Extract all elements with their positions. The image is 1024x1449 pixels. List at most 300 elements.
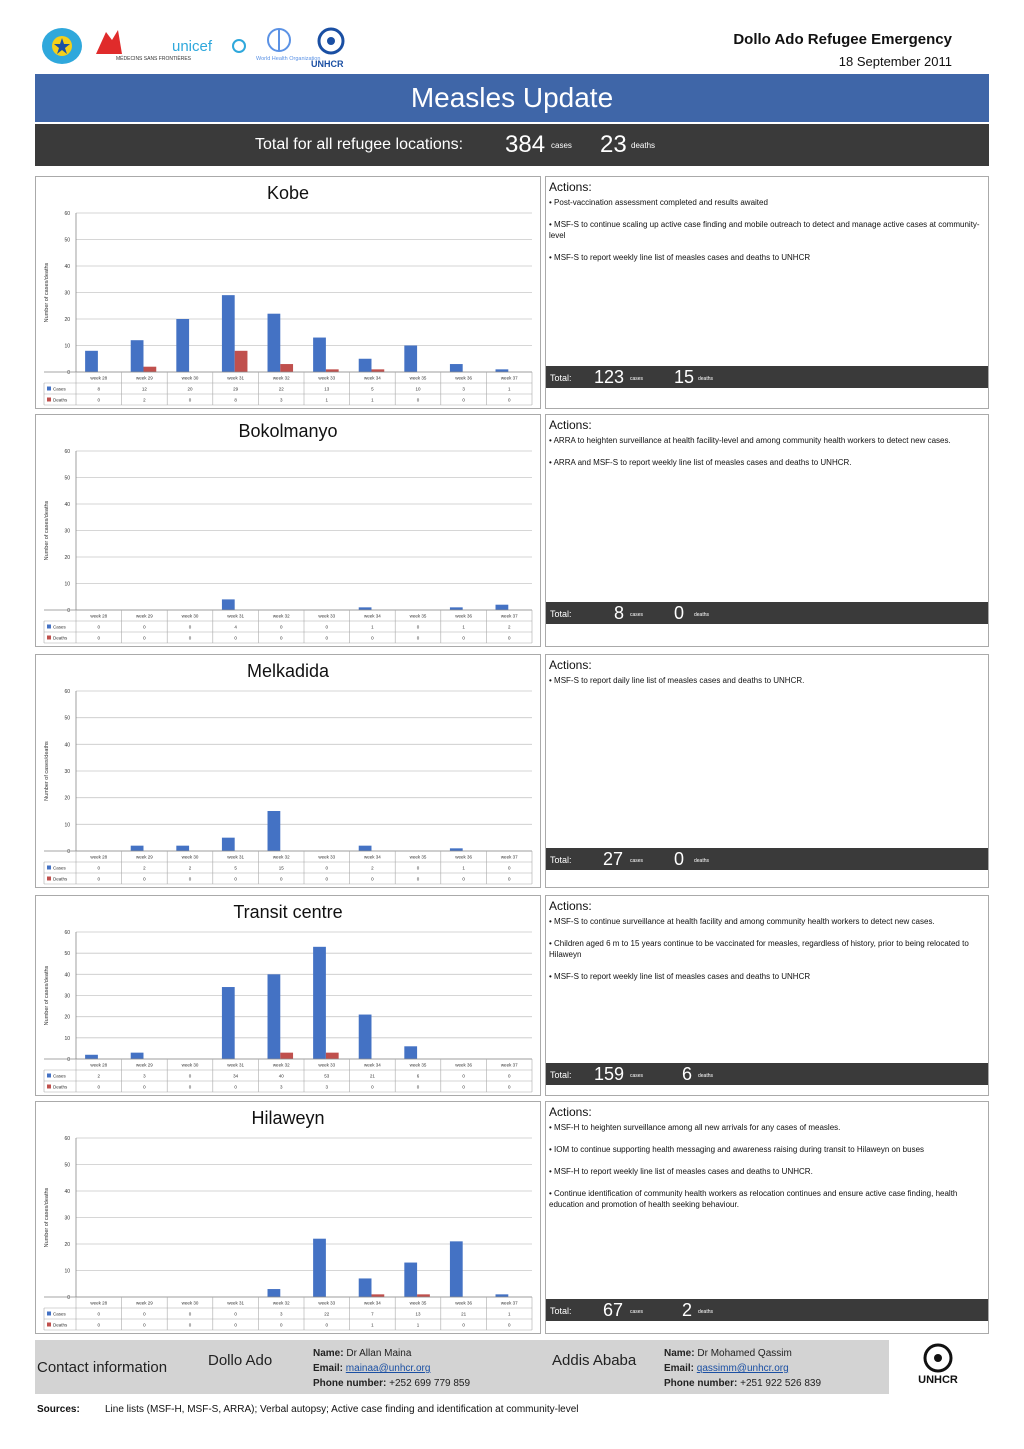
actions-panel-transit-centre xyxy=(545,895,989,1096)
total-deaths-label: deaths xyxy=(698,1073,714,1079)
y-tick-label: 10 xyxy=(64,822,70,829)
legend-label: Cases xyxy=(53,1311,66,1317)
x-tick-label: week 36 xyxy=(455,854,472,860)
legend-label: Deaths xyxy=(53,397,68,403)
y-tick-label: 10 xyxy=(64,581,70,588)
total-deaths-label: deaths xyxy=(694,858,710,864)
y-tick-label: 50 xyxy=(64,237,70,244)
bar-deaths xyxy=(280,364,293,372)
y-tick-label: 60 xyxy=(64,1136,70,1142)
data-label: 13 xyxy=(415,1311,421,1317)
y-axis-label: Number of cases/deaths xyxy=(44,262,50,323)
bar-deaths xyxy=(143,367,156,372)
y-tick-label: 20 xyxy=(64,1014,70,1021)
data-label: 0 xyxy=(97,1311,101,1317)
data-label: 1 xyxy=(462,624,465,630)
y-tick-label: 20 xyxy=(64,555,70,561)
data-label: 1 xyxy=(462,865,465,871)
data-label: 0 xyxy=(188,635,192,641)
report-title: Dollo Ado Refugee Emergency xyxy=(733,31,952,48)
unicef-logo-text: unicef xyxy=(172,38,213,55)
y-tick-label: 0 xyxy=(67,1057,70,1063)
y-tick-label: 40 xyxy=(64,972,70,979)
office-contact-details xyxy=(313,1346,470,1391)
data-label: 0 xyxy=(416,876,420,882)
data-label: 1 xyxy=(507,1311,511,1317)
x-tick-label: week 35 xyxy=(409,613,427,619)
chart-title: Bokolmanyo xyxy=(238,421,338,441)
y-axis-label: Number of cases/deaths xyxy=(44,1187,50,1248)
total-cases-label: cases xyxy=(630,612,644,618)
total-deaths-label: deaths xyxy=(698,376,714,382)
data-label: 5 xyxy=(371,386,374,392)
data-label: 1 xyxy=(416,1322,420,1328)
total-cases: 27 xyxy=(603,849,624,869)
partner-logos xyxy=(40,26,360,70)
total-label: Total: xyxy=(550,609,572,619)
total-deaths: 6 xyxy=(682,1064,693,1084)
x-tick-label: week 37 xyxy=(500,375,518,381)
who-logo-text: World Health Organization xyxy=(256,56,321,62)
y-tick-label: 0 xyxy=(67,370,70,376)
data-label: 0 xyxy=(325,876,329,882)
contact-name: Dr Mohamed Qassim xyxy=(697,1348,792,1359)
data-label: 10 xyxy=(415,386,421,392)
email-label: Email: xyxy=(313,1363,344,1374)
bar-cases xyxy=(222,599,235,610)
data-label: 3 xyxy=(279,397,283,403)
bar-cases xyxy=(131,846,144,851)
bar-cases xyxy=(222,295,235,372)
ethiopia-arra-logo xyxy=(40,26,84,66)
data-label: 15 xyxy=(278,865,284,871)
y-tick-label: 0 xyxy=(67,1295,70,1301)
data-label: 0 xyxy=(188,876,192,882)
actions-panel-kobe xyxy=(545,176,989,409)
unhcr-footer-logo xyxy=(908,1340,968,1396)
unhcr-header-logo xyxy=(308,26,354,70)
data-label: 0 xyxy=(143,876,146,882)
y-axis-label: Number of cases/deaths xyxy=(44,965,50,1026)
legend-swatch xyxy=(47,625,51,629)
bar-chart-hilaweyn xyxy=(36,1102,542,1335)
data-label: 0 xyxy=(462,1084,465,1090)
action-item: • MSF-S to report weekly line list of measles cases and deaths to UNHCR xyxy=(549,252,980,263)
location-total-bar xyxy=(546,1063,988,1085)
total-deaths-label: deaths xyxy=(698,1309,714,1315)
y-tick-label: 60 xyxy=(64,211,70,217)
actions-heading: Actions: xyxy=(549,1105,592,1119)
bar-cases xyxy=(313,338,326,372)
legend-label: Cases xyxy=(53,865,66,871)
unhcr-footer-logo-text: UNHCR xyxy=(918,1374,958,1386)
data-label: 3 xyxy=(325,1084,329,1090)
bar-cases xyxy=(85,351,98,372)
y-tick-label: 50 xyxy=(64,1162,70,1169)
data-label: 0 xyxy=(143,1322,146,1328)
page-title-banner: Measles Update xyxy=(35,74,989,122)
y-tick-label: 50 xyxy=(64,715,70,722)
data-label: 12 xyxy=(141,386,147,392)
bar-cases xyxy=(176,319,189,372)
x-tick-label: week 37 xyxy=(500,613,518,619)
data-label: 2 xyxy=(143,397,146,403)
legend-swatch xyxy=(47,866,51,870)
sources-label: Sources: xyxy=(37,1404,80,1415)
data-label: 40 xyxy=(278,1073,284,1079)
x-tick-label: week 33 xyxy=(318,854,336,860)
data-label: 1 xyxy=(371,624,374,630)
phone-label: Phone number: xyxy=(664,1378,738,1389)
bar-cases xyxy=(359,359,372,372)
x-tick-label: week 33 xyxy=(318,375,336,381)
chart-panel-bokolmanyo xyxy=(35,414,541,647)
x-tick-label: week 35 xyxy=(409,1300,427,1306)
data-label: 2 xyxy=(371,865,374,871)
x-tick-label: week 31 xyxy=(227,1300,244,1306)
x-tick-label: week 32 xyxy=(272,1062,290,1068)
data-label: 21 xyxy=(369,1073,375,1079)
bar-cases xyxy=(359,1015,372,1059)
total-cases-label: cases xyxy=(630,858,644,864)
bar-cases xyxy=(268,1289,281,1297)
overall-cases-label: cases xyxy=(551,141,572,150)
data-label: 0 xyxy=(325,635,329,641)
y-tick-label: 50 xyxy=(64,475,70,482)
total-deaths: 15 xyxy=(674,367,695,387)
action-item: • Children aged 6 m to 15 years continue to be vaccinated for measles, regardless of history, prior to being relocated to Hilaweyn xyxy=(549,938,980,960)
chart-title: Transit centre xyxy=(233,902,343,922)
data-label: 0 xyxy=(462,1073,465,1079)
data-label: 0 xyxy=(279,635,283,641)
y-tick-label: 60 xyxy=(64,689,70,695)
data-label: 0 xyxy=(234,1322,237,1328)
legend-swatch xyxy=(47,1085,51,1089)
who-logo xyxy=(254,26,321,70)
x-tick-label: week 34 xyxy=(364,1300,381,1306)
data-label: 0 xyxy=(507,1322,511,1328)
bar-chart-kobe xyxy=(36,177,542,410)
email-label: Email: xyxy=(664,1363,695,1374)
data-label: 0 xyxy=(97,865,101,871)
total-label: Total: xyxy=(550,855,572,865)
data-label: 0 xyxy=(462,397,465,403)
overall-cases-count: 384 xyxy=(505,131,546,158)
overall-totals-bar xyxy=(35,124,989,166)
office-city: Addis Ababa xyxy=(552,1352,637,1369)
x-tick-label: week 36 xyxy=(455,613,472,619)
actions-heading: Actions: xyxy=(549,899,592,913)
x-tick-label: week 31 xyxy=(227,375,244,381)
actions-heading: Actions: xyxy=(549,418,592,432)
data-label: 0 xyxy=(371,876,374,882)
contact-name: Dr Allan Maina xyxy=(346,1348,412,1359)
actions-list xyxy=(549,675,980,697)
x-tick-label: week 33 xyxy=(318,1300,336,1306)
y-tick-label: 50 xyxy=(64,951,70,958)
data-label: 0 xyxy=(462,635,465,641)
x-tick-label: week 28 xyxy=(90,1300,108,1306)
legend-swatch xyxy=(47,398,51,402)
data-label: 13 xyxy=(324,386,330,392)
x-tick-label: week 34 xyxy=(364,375,381,381)
x-tick-label: week 28 xyxy=(90,375,108,381)
data-label: 0 xyxy=(279,876,283,882)
x-tick-label: week 32 xyxy=(272,1300,290,1306)
phone-number: +251 922 526 839 xyxy=(740,1378,822,1389)
bar-cases xyxy=(450,364,463,372)
data-label: 2 xyxy=(97,1073,101,1079)
data-label: 0 xyxy=(97,1084,101,1090)
y-tick-label: 60 xyxy=(64,930,70,936)
actions-heading: Actions: xyxy=(549,658,592,672)
y-tick-label: 10 xyxy=(64,1035,70,1042)
contact-information-bar xyxy=(35,1340,889,1394)
legend-swatch xyxy=(47,1074,51,1078)
bar-cases xyxy=(222,838,235,851)
action-item: • MSF-H to report weekly line list of measles cases and deaths to UNHCR. xyxy=(549,1166,980,1177)
total-cases: 8 xyxy=(614,603,625,623)
data-label: 0 xyxy=(325,1322,329,1328)
data-label: 7 xyxy=(371,1311,374,1317)
data-label: 0 xyxy=(234,635,237,641)
bar-cases xyxy=(450,848,463,851)
overall-totals-label: Total for all refugee locations: xyxy=(255,136,464,153)
msf-logo-text: MÉDECINS SANS FRONTIÈRES xyxy=(116,56,192,62)
actions-list xyxy=(549,916,980,993)
total-deaths: 0 xyxy=(674,849,685,869)
y-tick-label: 30 xyxy=(64,1215,70,1222)
data-label: 3 xyxy=(462,386,465,392)
data-label: 0 xyxy=(143,624,146,630)
data-label: 0 xyxy=(325,624,329,630)
data-label: 0 xyxy=(325,865,329,871)
legend-label: Deaths xyxy=(53,1322,68,1328)
unicef-logo xyxy=(172,26,248,66)
data-label: 0 xyxy=(97,635,101,641)
legend-label: Cases xyxy=(53,624,66,630)
total-cases: 67 xyxy=(603,1300,624,1320)
x-tick-label: week 29 xyxy=(136,613,153,619)
y-tick-label: 30 xyxy=(64,528,70,535)
y-tick-label: 20 xyxy=(64,795,70,802)
legend-label: Deaths xyxy=(53,1084,68,1090)
action-item: • MSF-S to report weekly line list of measles cases and deaths to UNHCR xyxy=(549,971,980,982)
office-city: Dollo Ado xyxy=(208,1352,273,1369)
x-tick-label: week 29 xyxy=(136,1300,153,1306)
y-tick-label: 0 xyxy=(67,608,70,614)
data-label: 0 xyxy=(462,1322,465,1328)
data-label: 0 xyxy=(188,1311,192,1317)
sources-line xyxy=(37,1404,579,1415)
action-item: • Continue identification of community health workers as relocation continues and ensure active case finding, health education and promotion of health seeking behaviour. xyxy=(549,1188,980,1210)
data-label: 0 xyxy=(279,624,283,630)
chart-panel-kobe xyxy=(35,176,541,409)
bar-cases xyxy=(450,1241,463,1297)
data-label: 0 xyxy=(507,1073,511,1079)
data-label: 6 xyxy=(416,1073,420,1079)
data-label: 0 xyxy=(143,635,146,641)
bar-cases xyxy=(404,1046,417,1059)
actions-panel-bokolmanyo xyxy=(545,414,989,647)
data-label: 0 xyxy=(188,624,192,630)
data-label: 2 xyxy=(143,865,146,871)
data-label: 0 xyxy=(188,1084,192,1090)
chart-title: Hilaweyn xyxy=(251,1108,325,1128)
location-total-bar xyxy=(546,602,988,624)
data-label: 34 xyxy=(233,1073,239,1079)
x-tick-label: week 36 xyxy=(455,1300,472,1306)
phone-number: +252 699 779 859 xyxy=(389,1378,471,1389)
actions-heading: Actions: xyxy=(549,180,592,194)
chart-panel-transit-centre xyxy=(35,895,541,1096)
data-label: 2 xyxy=(507,624,511,630)
bar-cases xyxy=(496,605,509,610)
x-tick-label: week 36 xyxy=(455,1062,472,1068)
x-tick-label: week 32 xyxy=(272,854,290,860)
total-cases-label: cases xyxy=(630,376,644,382)
chart-panel-hilaweyn xyxy=(35,1101,541,1334)
x-tick-label: week 28 xyxy=(90,613,108,619)
office-contact-details xyxy=(664,1346,821,1391)
unhcr-header-logo-text: UNHCR xyxy=(311,59,344,69)
action-item: • IOM to continue supporting health messaging and awareness raising during transit to Hilaweyn on buses xyxy=(549,1144,980,1155)
data-label: 0 xyxy=(416,397,420,403)
y-tick-label: 40 xyxy=(64,1189,70,1195)
x-tick-label: week 31 xyxy=(227,854,244,860)
overall-deaths-count: 23 xyxy=(600,131,627,158)
total-deaths: 2 xyxy=(682,1300,693,1320)
x-tick-label: week 32 xyxy=(272,613,290,619)
x-tick-label: week 30 xyxy=(181,1300,199,1306)
action-item: • MSF-S to continue surveillance at health facility and among community health workers to detect new cases. xyxy=(549,916,980,927)
bar-cases xyxy=(313,1239,326,1297)
x-tick-label: week 28 xyxy=(90,1062,108,1068)
location-total-bar xyxy=(546,1299,988,1321)
actions-list xyxy=(549,197,980,274)
data-label: 0 xyxy=(507,635,511,641)
contact-label: Contact information xyxy=(37,1359,168,1376)
legend-label: Deaths xyxy=(53,876,68,882)
bar-cases xyxy=(268,974,281,1059)
bar-cases xyxy=(85,1055,98,1059)
data-label: 0 xyxy=(371,1084,374,1090)
actions-list xyxy=(549,1122,980,1221)
bar-deaths xyxy=(326,1053,339,1059)
x-tick-label: week 29 xyxy=(136,375,153,381)
y-tick-label: 20 xyxy=(64,1242,70,1248)
legend-swatch xyxy=(47,1312,51,1316)
msf-logo xyxy=(92,26,192,66)
data-label: 0 xyxy=(97,1322,101,1328)
bar-cases xyxy=(222,987,235,1059)
data-label: 0 xyxy=(507,865,511,871)
x-tick-label: week 35 xyxy=(409,854,427,860)
data-label: 21 xyxy=(461,1311,467,1317)
x-tick-label: week 34 xyxy=(364,854,381,860)
bar-chart-bokolmanyo xyxy=(36,415,542,648)
data-label: 0 xyxy=(234,876,237,882)
total-cases: 159 xyxy=(594,1064,625,1084)
data-label: 5 xyxy=(234,865,237,871)
data-label: 0 xyxy=(416,624,420,630)
data-label: 0 xyxy=(188,397,192,403)
email-link[interactable]: mainaa@unhcr.org xyxy=(345,1363,431,1374)
x-tick-label: week 30 xyxy=(181,613,199,619)
action-item: • MSF-H to heighten surveillance among all new arrivals for any cases of measles. xyxy=(549,1122,980,1133)
phone-label: Phone number: xyxy=(313,1378,387,1389)
x-tick-label: week 36 xyxy=(455,375,472,381)
data-label: 1 xyxy=(507,386,511,392)
action-item: • Post-vaccination assessment completed and results awaited xyxy=(549,197,980,208)
data-label: 0 xyxy=(97,397,101,403)
x-tick-label: week 31 xyxy=(227,1062,244,1068)
bar-chart-melkadida xyxy=(36,655,542,889)
bar-cases xyxy=(131,340,144,372)
data-label: 8 xyxy=(234,397,237,403)
report-date: 18 September 2011 xyxy=(838,54,952,69)
total-cases-label: cases xyxy=(630,1309,644,1315)
name-label: Name: xyxy=(313,1348,344,1359)
total-deaths-label: deaths xyxy=(694,612,710,618)
sources-text: Line lists (MSF-H, MSF-S, ARRA); Verbal autopsy; Active case finding and identification at community-level xyxy=(105,1404,579,1415)
data-label: 0 xyxy=(416,1084,420,1090)
x-tick-label: week 34 xyxy=(364,613,381,619)
bar-cases xyxy=(404,1263,417,1297)
data-label: 0 xyxy=(143,1084,146,1090)
data-label: 20 xyxy=(187,386,193,392)
legend-swatch xyxy=(47,1323,51,1327)
legend-label: Cases xyxy=(53,386,66,392)
x-tick-label: week 33 xyxy=(318,1062,336,1068)
x-tick-label: week 35 xyxy=(409,375,427,381)
total-deaths: 0 xyxy=(674,603,685,623)
actions-panel-melkadida xyxy=(545,654,989,888)
action-item: • MSF-S to continue scaling up active case finding and mobile outreach to detect and manage active cases at community-level xyxy=(549,219,980,241)
x-tick-label: week 31 xyxy=(227,613,244,619)
actions-list xyxy=(549,435,980,479)
chart-title: Melkadida xyxy=(246,661,330,681)
location-total-bar xyxy=(546,366,988,388)
total-label: Total: xyxy=(550,1070,572,1080)
data-label: 0 xyxy=(279,1322,283,1328)
data-label: 0 xyxy=(97,624,101,630)
data-label: 0 xyxy=(507,1084,511,1090)
y-tick-label: 40 xyxy=(64,742,70,749)
y-axis-label: Number of cases/deaths xyxy=(44,500,50,561)
x-tick-label: week 30 xyxy=(181,375,199,381)
x-tick-label: week 30 xyxy=(181,854,199,860)
action-item: • ARRA to heighten surveillance at health facility-level and among community health workers to detect new cases. xyxy=(549,435,980,446)
x-tick-label: week 34 xyxy=(364,1062,381,1068)
email-link[interactable]: qassimm@unhcr.org xyxy=(696,1363,789,1374)
y-tick-label: 10 xyxy=(64,343,70,350)
data-label: 0 xyxy=(234,1311,237,1317)
data-label: 53 xyxy=(324,1073,330,1079)
location-total-bar xyxy=(546,848,988,870)
chart-panel-melkadida xyxy=(35,654,541,888)
chart-title: Kobe xyxy=(266,183,310,203)
legend-swatch xyxy=(47,636,51,640)
data-label: 0 xyxy=(416,635,420,641)
x-tick-label: week 37 xyxy=(500,1062,518,1068)
legend-label: Cases xyxy=(53,1073,66,1079)
total-cases-label: cases xyxy=(630,1073,644,1079)
bar-cases xyxy=(268,811,281,851)
name-label: Name: xyxy=(664,1348,695,1359)
data-label: 0 xyxy=(507,397,511,403)
x-tick-label: week 29 xyxy=(136,854,153,860)
